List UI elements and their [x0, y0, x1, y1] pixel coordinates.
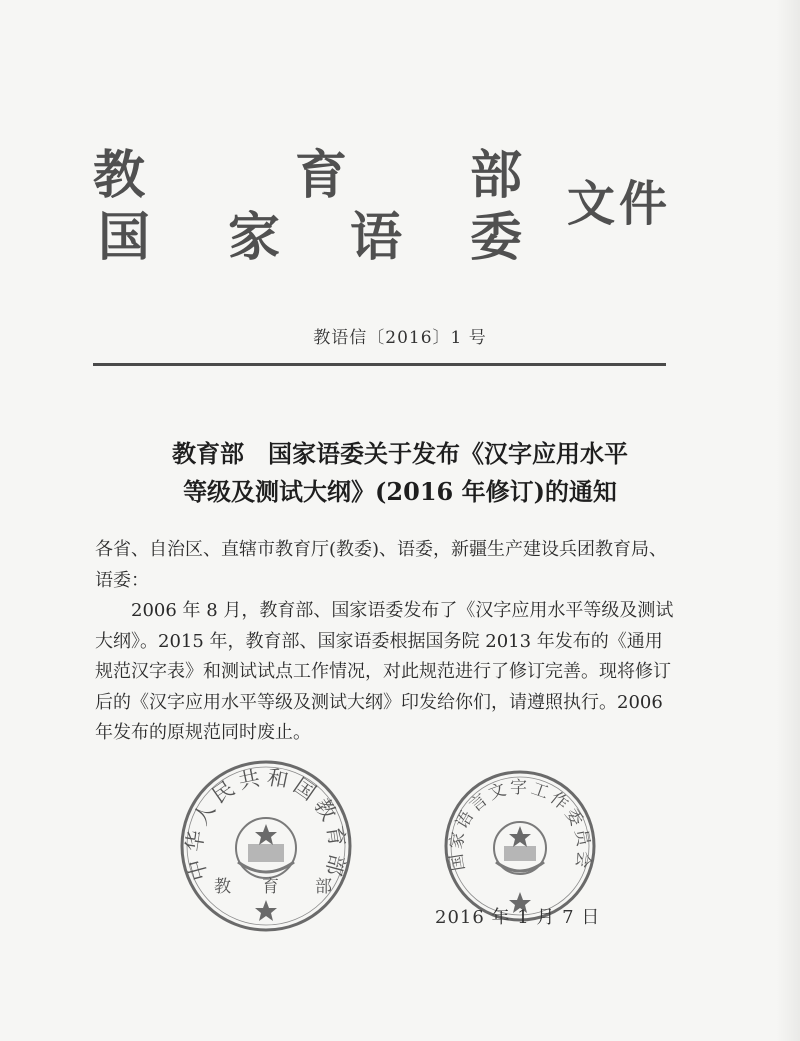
title-line-2: 等级及测试大纲》(2016 年修订)的通知	[183, 477, 617, 506]
issuer-lang-char-3: 语	[350, 207, 405, 268]
moe-seal-text: 中华人民共和国教育部	[181, 765, 351, 884]
issuer-lang-char-1: 国	[98, 207, 153, 268]
header-divider	[93, 363, 666, 366]
moe-signature-char-1: 教	[214, 877, 231, 897]
issue-date: 2016 年 1 月 7 日	[435, 907, 601, 928]
national-emblem-icon	[236, 818, 296, 878]
national-emblem-icon	[494, 822, 546, 874]
issuer-lang-char-2: 家	[228, 207, 283, 268]
document-number: 教语信〔2016〕1 号	[313, 328, 487, 348]
issuer-moe-char-3: 部	[470, 145, 525, 206]
issuer-moe-char-1: 教	[93, 145, 148, 206]
scan-shadow	[776, 0, 800, 1041]
title-line-1: 教育部 国家语委关于发布《汉字应用水平	[172, 439, 628, 468]
issuer-lang-char-4: 委	[470, 207, 525, 268]
language-commission-seal-text: 国家语言文字工作委员会	[446, 777, 594, 873]
issuer-moe-char-2: 育	[295, 145, 350, 206]
moe-seal	[178, 758, 354, 934]
moe-signature-char-2: 育	[262, 877, 279, 897]
moe-signature-char-3: 部	[315, 877, 332, 897]
addressee: 各省、自治区、直辖市教育厅(教委)、语委，新疆生产建设兵团教育局、语委：	[95, 539, 668, 591]
body-paragraph: 2006 年 8 月，教育部、国家语委发布了《汉字应用水平等级及测试大纲》。2015 年，教育部、国家语委根据国务院 2013 年发布的《通用规范汉字表》和测试试点工作情况，对此规范进行了修订完善。现将修订后的《汉字应用水平等级及测试大纲》印发给你们，请遵照执行。2006 年发布的原规范同时废止。	[95, 600, 674, 743]
document-body	[95, 535, 675, 749]
language-commission-seal	[442, 768, 598, 924]
document-suffix: 文件	[567, 176, 672, 232]
